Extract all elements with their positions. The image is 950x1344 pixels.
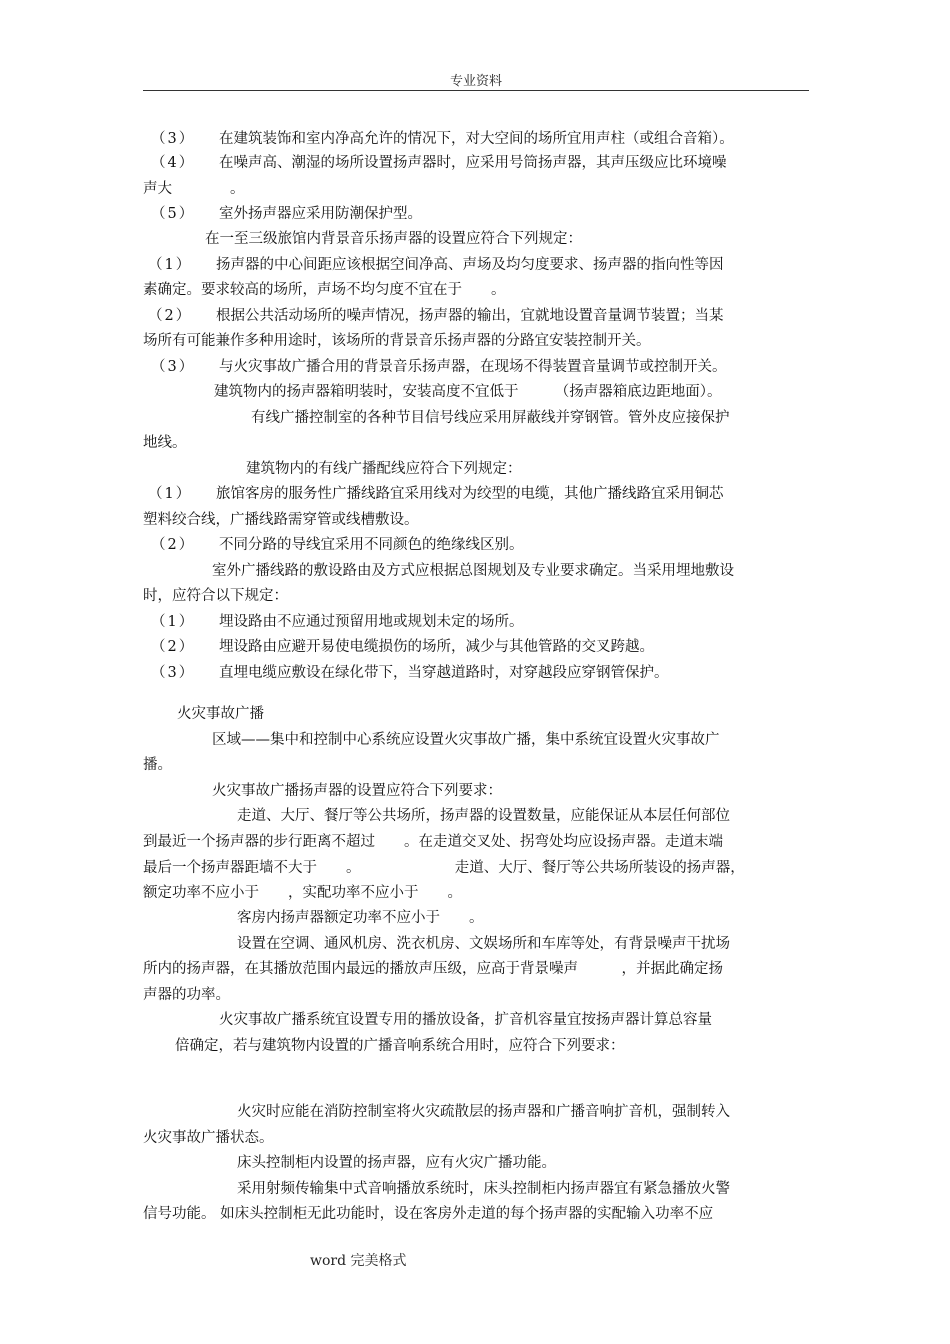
text-line — [151, 153, 727, 173]
item-number: （4） — [151, 155, 196, 171]
text-line — [214, 382, 722, 402]
item-number: （2） — [151, 537, 196, 553]
text-line — [148, 306, 724, 326]
text-line — [151, 663, 669, 683]
text-line — [143, 280, 506, 300]
text-line — [246, 459, 522, 479]
text-line — [143, 331, 651, 351]
line-text: 客房内扬声器额定功率不应小于 。 — [237, 910, 484, 926]
line-text: 到最近一个扬声器的步行距离不超过 。在走道交叉处、拐弯处均应设扬声器。走道末端 — [143, 834, 723, 850]
item-number: （5） — [151, 206, 196, 222]
line-text: 火灾事故广播系统宜设置专用的播放设备，扩音机容量宜按扬声器计算总容量 — [219, 1012, 712, 1028]
text-line — [143, 179, 245, 199]
line-text: 火灾事故广播状态。 — [143, 1130, 274, 1146]
line-text: 在建筑装饰和室内净高允许的情况下，对大空间的场所宜用声柱（或组合音箱）。 — [219, 131, 734, 147]
line-text: 声器的功率。 — [143, 987, 230, 1003]
line-text: 扬声器的中心间距应该根据空间净高、声场及均匀度要求、扬声器的指向性等因 — [216, 257, 724, 273]
line-text: 火灾时应能在消防控制室将火灾疏散层的扬声器和广播音响扩音机，强制转入 — [237, 1104, 730, 1120]
text-line — [143, 959, 723, 979]
line-text: 室外扬声器应采用防潮保护型。 — [219, 206, 422, 222]
line-text: 走道、大厅、餐厅等公共场所，扬声器的设置数量，应能保证从本层任何部位 — [237, 808, 730, 824]
text-line — [237, 806, 730, 826]
text-line — [151, 204, 422, 224]
line-text: 场所有可能兼作多种用途时，该场所的背景音乐扬声器的分路宜安装控制开关。 — [143, 333, 651, 349]
text-line — [143, 510, 419, 530]
line-text: 火灾事故广播扬声器的设置应符合下列要求： — [212, 783, 502, 799]
line-text: 与火灾事故广播合用的背景音乐扬声器，在现场不得装置音量调节或控制开关。 — [219, 359, 727, 375]
item-number: （1） — [148, 257, 193, 273]
line-text: 信号功能。 如床头控制柜无此功能时，设在客房外走道的每个扬声器的实配输入功率不应 — [143, 1206, 714, 1222]
item-number: （1） — [148, 486, 193, 502]
text-line — [148, 484, 724, 504]
line-text: 塑料绞合线，广播线路需穿管或线槽敷设。 — [143, 512, 419, 528]
text-line — [237, 1153, 556, 1173]
page-header: 专业资料 — [449, 74, 502, 89]
text-line — [237, 908, 484, 928]
text-line — [143, 586, 288, 606]
text-line — [175, 1036, 625, 1056]
line-text: 时，应符合以下规定： — [143, 588, 288, 604]
text-line — [177, 704, 264, 724]
item-number: （1） — [151, 614, 196, 630]
line-text: 额定功率不应小于 ，实配功率不应小于 。 — [143, 885, 462, 901]
line-text: 根据公共活动场所的噪声情况，扬声器的输出，宜就地设置音量调节装置；当某 — [216, 308, 724, 324]
text-line — [143, 1128, 274, 1148]
text-line — [237, 1179, 730, 1199]
line-text: 埋设路由不应通过预留用地或规划未定的场所。 — [219, 614, 524, 630]
text-line — [151, 129, 734, 149]
line-text: 旅馆客房的服务性广播线路宜采用线对为绞型的电缆，其他广播线路宜采用铜芯 — [216, 486, 724, 502]
item-number: （3） — [151, 665, 196, 681]
text-line — [237, 1102, 730, 1122]
line-text: 所内的扬声器，在其播放范围内最远的播放声压级，应高于背景噪声 ，并据此确定扬 — [143, 961, 723, 977]
text-line — [212, 781, 502, 801]
text-line — [237, 934, 730, 954]
text-line — [143, 858, 745, 878]
text-line — [151, 535, 524, 555]
line-text: 直埋电缆应敷设在绿化带下，当穿越道路时，对穿越段应穿钢管保护。 — [219, 665, 669, 681]
text-line — [219, 1010, 712, 1030]
text-line — [148, 255, 724, 275]
line-text: 地线。 — [143, 435, 187, 451]
line-text: 素确定。要求较高的场所，声场不均匀度不宜在于 。 — [143, 282, 506, 298]
line-text: 火灾事故广播 — [177, 706, 264, 722]
line-text: 设置在空调、通风机房、洗衣机房、文娱场所和车库等处，有背景噪声干扰场 — [237, 936, 730, 952]
text-line — [205, 229, 582, 249]
item-number: （2） — [148, 308, 193, 324]
item-number: （3） — [151, 131, 196, 147]
line-text: 最后一个扬声器距墙不大于 。 走道、大厅、餐厅等公共场所装设的扬声器， — [143, 860, 745, 876]
line-text: 在一至三级旅馆内背景音乐扬声器的设置应符合下列规定： — [205, 231, 582, 247]
line-text: 区域——集中和控制中心系统应设置火灾事故广播，集中系统宜设置火灾事故广 — [212, 732, 720, 748]
item-number: （3） — [151, 359, 196, 375]
line-text: 采用射频传输集中式音响播放系统时，床头控制柜内扬声器宜有紧急播放火警 — [237, 1181, 730, 1197]
text-line — [212, 561, 734, 581]
line-text: 建筑物内的扬声器箱明装时，安装高度不宜低于 （扬声器箱底边距地面）。 — [214, 384, 722, 400]
line-text: 有线广播控制室的各种节目信号线应采用屏蔽线并穿钢管。管外皮应接保护 — [251, 410, 730, 426]
text-line — [143, 433, 187, 453]
line-text: 埋设路由应避开易使电缆损伤的场所，减少与其他管路的交叉跨越。 — [219, 639, 654, 655]
text-line — [143, 832, 723, 852]
line-text: 床头控制柜内设置的扬声器，应有火灾广播功能。 — [237, 1155, 556, 1171]
line-text: 播。 — [143, 757, 172, 773]
text-line — [151, 357, 727, 377]
text-line — [143, 985, 230, 1005]
text-line — [143, 1204, 713, 1224]
line-text: 建筑物内的有线广播配线应符合下列规定： — [246, 461, 522, 477]
page-footer: word 完美格式 — [310, 1253, 407, 1269]
line-text: 室外广播线路的敷设路由及方式应根据总图规划及专业要求确定。当采用埋地敷设 — [212, 563, 734, 579]
line-text: 在噪声高、潮湿的场所设置扬声器时，应采用号筒扬声器，其声压级应比环境噪 — [219, 155, 727, 171]
text-line — [151, 637, 654, 657]
item-number: （2） — [151, 639, 196, 655]
line-text: 声大 。 — [143, 181, 245, 197]
header-divider — [143, 90, 809, 91]
text-line — [143, 755, 172, 775]
line-text: 倍确定，若与建筑物内设置的广播音响系统合用时，应符合下列要求： — [175, 1038, 625, 1054]
text-line — [143, 883, 462, 903]
text-line — [151, 612, 524, 632]
text-line — [251, 408, 730, 428]
line-text: 不同分路的导线宜采用不同颜色的绝缘线区别。 — [219, 537, 524, 553]
text-line — [212, 730, 720, 750]
